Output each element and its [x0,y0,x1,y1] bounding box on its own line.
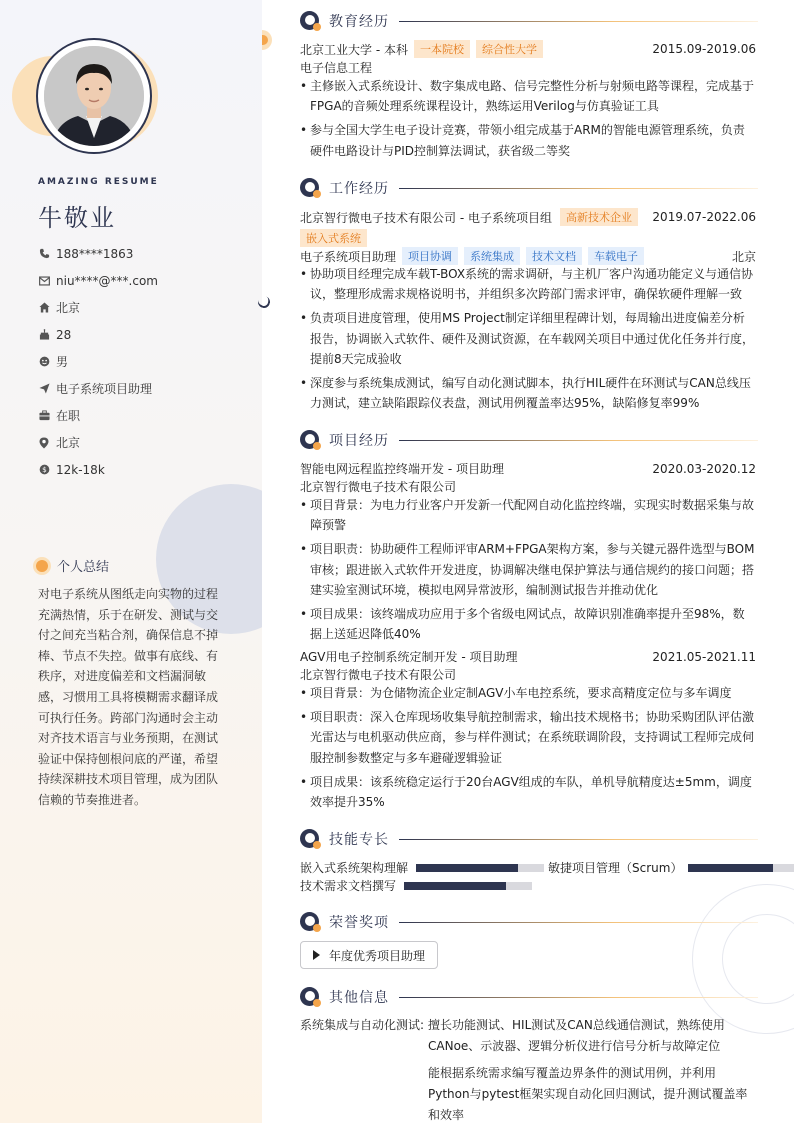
work-location: 北京 [731,249,756,264]
other-label: 系统集成与自动化测试: [300,1018,425,1032]
section-divider [399,839,758,840]
person-name: 牛敬业 [38,204,116,232]
section-divider [399,440,758,441]
summary-text: 对电子系统从图纸走向实物的过程充满热情，乐于在研发、测试与交付之间充当粘合剂，确保信息不掉棒、节点不失控。做事有底线、有秩序，对进度偏差和文档漏洞敏感，习惯用工具将模糊需求翻译成可执行任务。跨部门沟通时会主动对齐技术语言与业务预期，在测试验证中保持刨根问底的严谨，希望持续深耕技术项目管理，成为团队信赖的节奏推进者。 [38,587,219,807]
section-title: 其他信息 [329,990,389,1006]
location-icon [38,437,50,449]
skill-item [300,877,532,894]
school-tag: 综合性大学 [476,40,543,58]
role-tag: 技术文档 [526,247,582,265]
work-bullets [300,264,756,417]
skill-item [300,859,544,876]
skill-bar-fill [416,864,518,872]
company-tag: 嵌入式系统 [300,229,367,247]
project-name: AGV用电子控制系统定制开发 - 项目助理 [300,650,518,664]
gender-icon [38,356,50,368]
list-item: • 负责项目进度管理，使用MS Project制定详细里程碑计划，每周输出进度偏差分析报告，协调嵌入式软件、硬件及测试资源，在车载网关项目中通过优化任务并行度，提前8天完成验收 [300,308,756,369]
section-divider [399,922,758,923]
project-header-row [300,648,756,665]
project-company: 北京智行微电子技术有限公司 [300,480,457,494]
skill-name: 敏捷项目管理（Scrum） [548,861,683,875]
section-icon [300,987,320,1007]
contact-info-list [38,240,158,483]
mail-icon [38,275,50,287]
role-tag: 系统集成 [464,247,520,265]
role-tag: 项目协调 [402,247,458,265]
age-text: 28 [56,327,72,342]
section-icon [300,912,320,932]
major-row [300,59,756,76]
education-header-row [300,40,756,58]
work-period: 2019.07-2022.06 [652,210,756,224]
skill-item [548,859,794,876]
info-item-position [38,375,158,402]
section-title: 技能专长 [329,832,389,848]
project-company: 北京智行微电子技术有限公司 [300,668,457,682]
hometown-text: 北京 [56,301,81,315]
school-name: 北京工业大学 - 本科 [300,42,408,57]
list-item: • 主修嵌入式系统设计、数字集成电路、信号完整性分析与射频电路等课程，完成基于FPGA的音频处理系统课程设计，熟练运用Verilog与仿真验证工具 [300,76,756,116]
section-icon [300,829,320,849]
svg-text:$: $ [41,465,47,475]
school-tag: 一本院校 [414,40,470,58]
major-name: 电子信息工程 [300,61,373,75]
project-name: 智能电网远程监控终端开发 - 项目助理 [300,462,504,476]
section-icon [300,11,320,31]
project-company-row [300,478,756,495]
section-title: 荣誉奖项 [329,915,389,931]
education-bullets [300,76,756,165]
project-company-row [300,666,756,683]
list-item: • 协助项目经理完成车载T-BOX系统的需求调研，与主机厂客户沟通功能定义与通信协议，整理形成需求规格说明书，并组织多次跨部门需求评审，确保软硬件理解一致 [300,264,756,304]
phone-icon [38,248,50,260]
skill-bar [404,882,532,890]
section-divider [399,997,758,998]
avatar [44,46,144,146]
skill-name: 嵌入式系统架构理解 [300,861,409,875]
other-paragraph: 擅长功能测试、HIL测试及CAN总线通信测试，熟练使用CANoe、示波器、逻辑分析仪进行信号分析与故障定位 [428,1018,725,1053]
section-header-skills [300,829,758,849]
section-icon [300,430,320,450]
summary-title: 个人总结 [57,560,110,575]
briefcase-icon [38,410,50,422]
list-item: • 项目背景：为仓储物流企业定制AGV小车电控系统，要求高精度定位与多车调度 [300,683,756,703]
location-text: 北京 [56,436,81,450]
section-title: 工作经历 [329,181,389,197]
cake-icon [38,329,50,341]
skill-name: 技术需求文档撰写 [300,879,397,893]
list-item: • 项目职责：深入仓库现场收集导航控制需求，输出技术规格书；协助采购团队评估激光雷达与电机驱动供应商，参与样件测试；在系统联调阶段，支持调试工程师完成伺服控制参数整定与多车避碰逻辑验证 [300,707,756,768]
award-item[interactable] [300,941,438,969]
gender-text: 男 [56,355,69,369]
work-company-row [300,208,756,226]
bullet-dot-icon [36,560,48,572]
summary-header [36,556,109,575]
info-item-salary [38,456,158,483]
work-tag-row [300,229,756,247]
company-name: 北京智行微电子技术有限公司 - 电子系统项目组 [300,210,552,225]
list-item: • 项目背景：为电力行业客户开发新一代配网自动化监控终端，实现实时数据采集与故障预警 [300,495,756,535]
section-icon [300,178,320,198]
list-item: • 参与全国大学生电子设计竞赛，带领小组完成基于ARM的智能电源管理系统，负责硬件电路设计与PID控制算法调试，获省级二等奖 [300,120,756,160]
section-header-honors [300,912,758,932]
section-header-education [300,11,758,31]
section-header-projects [300,430,758,450]
position-text: 电子系统项目助理 [56,382,153,396]
project-bullets [300,683,756,816]
project-header-row [300,460,756,477]
project-bullets [300,495,756,648]
skill-bar [416,864,544,872]
info-item-age [38,321,158,348]
section-divider [399,188,758,189]
skill-bar-fill [404,882,506,890]
info-item-status [38,402,158,429]
project-period: 2020.03-2020.12 [652,461,756,476]
project-period: 2021.05-2021.11 [652,649,756,664]
section-header-other [300,987,758,1007]
job-status-text: 在职 [56,409,81,423]
salary-text: 12k-18k [56,462,105,477]
send-icon [38,383,50,395]
phone-text: 188****1863 [56,246,134,261]
info-item-phone [38,240,158,267]
education-period: 2015.09-2019.06 [652,42,756,56]
info-item-home [38,294,158,321]
work-role-row [300,247,756,265]
salary-icon [38,464,50,476]
section-header-work [300,178,758,198]
other-paragraph: 能根据系统需求编写覆盖边界条件的测试用例，并利用Python与pytest框架实现自动化回归测试，提升测试覆盖率和效率 [428,1066,748,1122]
section-divider [399,21,758,22]
list-item: • 项目成果：该系统稳定运行于20台AGV组成的车队，单机导航精度达±5mm，调度效率提升35% [300,772,756,812]
info-item-gender [38,348,158,375]
company-tag: 高新技术企业 [560,208,638,226]
list-item: • 深度参与系统集成测试，编写自动化测试脚本，执行HIL硬件在环测试与CAN总线压力测试，建立缺陷跟踪仪表盘，测试用例覆盖率达95%，缺陷修复率99% [300,373,756,413]
resume-tagline: AMAZING RESUME [38,177,159,187]
info-item-email [38,267,158,294]
section-title: 教育经历 [329,14,389,30]
avatar-frame [36,38,152,154]
info-item-location [38,429,158,456]
role-name: 电子系统项目助理 [300,249,397,264]
play-triangle-icon [313,950,320,960]
list-item: • 项目职责：协助硬件工程师评审ARM+FPGA架构方案，参与关键元器件选型与BOM审核；跟进嵌入式软件开发进度，协调解决继电保护算法与通信规约的接口问题；搭建实验室测试环境，模拟电网异常波形，编制测试报告并推动优化 [300,539,756,600]
home-icon [38,302,50,314]
skill-bar [688,864,794,872]
sidebar [0,0,262,1123]
role-tag: 车载电子 [588,247,644,265]
section-title: 项目经历 [329,433,389,449]
award-label: 年度优秀项目助理 [329,948,426,963]
list-item: • 项目成果：该终端成功应用于多个省级电网试点，故障识别准确率提升至98%，数据上送延迟降低40% [300,604,756,644]
skill-bar-fill [688,864,773,872]
email-text: niu****@***.com [56,273,158,288]
